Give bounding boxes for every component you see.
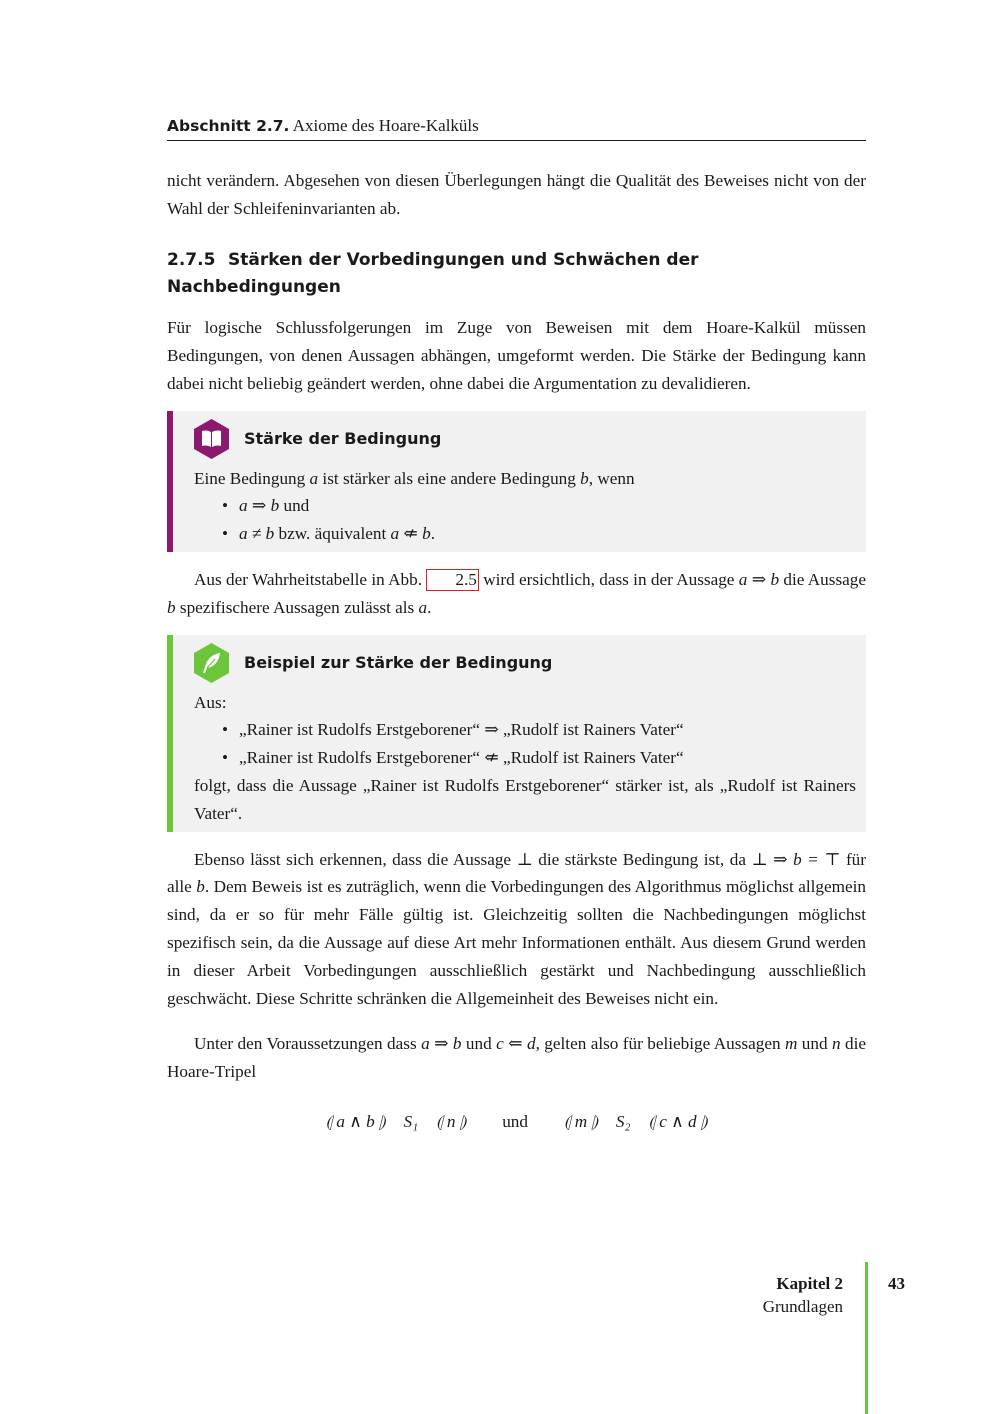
example-conclusion: folgt, dass die Aussage „Rainer ist Rudolfs Erstgeborener“ stärker ist, als „Rudolf ist Rainers Vater“. [194,775,856,823]
figure-reference-link[interactable]: 2.5 [426,569,478,591]
math-formula: a ⇍ b [390,524,431,544]
list-item-text: . [430,524,435,544]
paragraph-strongest-condition [167,846,866,1013]
paragraph-continuation: nicht verändern. Abgesehen von diesen Überlegungen hängt die Qualität des Beweises nicht von der Wahl der Schleifeninvarianten ab. [167,171,866,218]
math-var-b: b [196,877,205,897]
paragraph-intro: Für logische Schlussfolgerungen im Zuge von Beweisen mit dem Hoare-Kalkül müssen Bedingungen, von denen Aussagen abhängen, umgeformt werden. Die Stärke der Bedingung kann dabei nicht beliebig geändert werden, ohne dabei die Argumentation zu devalidieren. [167,318,866,393]
list-item [222,492,856,520]
paragraph-hoare-triples [167,1030,866,1086]
paragraph-text: spezifischere Aussagen zulässt als [175,597,419,617]
section-number: 2.7.5 [167,249,216,270]
math-bottom-symbol: ⊥ [516,849,533,869]
triple-1-statement: S₁ [403,1111,419,1131]
page-number: 43 [888,1274,905,1293]
paragraph-text: für alle [167,849,866,897]
example-box [167,635,866,832]
math-var-b: b [167,597,176,617]
running-head-section-label: Abschnitt 2.7. [167,117,290,135]
paragraph-text: und [461,1034,497,1054]
footer-chapter-title: Grundlagen [762,1297,843,1316]
paragraph-text: . [427,597,432,617]
example-intro: Aus: [194,692,227,712]
footer-chapter: Kapitel 2 [776,1274,843,1293]
list-item: • „Rainer ist Rudolfs Erstgeborener“ ⇒ „Rudolf ist Rainers Vater“ [222,716,856,744]
paragraph-text: die Hoare-Tripel [167,1034,867,1082]
definition-intro [194,465,856,493]
definition-intro-text: , wenn [588,468,635,488]
example-list [194,716,856,772]
footer-divider [865,1262,868,1414]
definition-box-title: Stärke der Bedingung [244,428,442,448]
math-var-n: n [832,1034,841,1054]
example-box-title: Beispiel zur Stärke der Bedingung [244,652,553,672]
math-formula: a ⇒ b [421,1034,462,1054]
math-formula: a ≠ b [239,524,275,544]
definition-box-header [194,419,856,459]
running-head [167,116,866,141]
book-icon [194,419,229,459]
section-title: Stärken der Vorbedingungen und Schwächen der Nachbedingungen [167,249,699,298]
math-formula: ⊥ ⇒ b = ⊤ [751,849,841,869]
list-item: • „Rainer ist Rudolfs Erstgeborener“ ⇍ „Rudolf ist Rainers Vater“ [222,744,856,772]
definition-box [167,411,866,552]
paragraph-truth-table [167,566,866,622]
triple-1-postcondition: ⦇ n ⦈ [436,1111,467,1131]
definition-intro-text: ist stärker als eine andere Bedingung [318,468,581,488]
math-formula: c ⇐ d [496,1034,536,1054]
list-item-text: und [279,496,310,516]
section-heading [167,247,866,303]
list-item [222,520,856,548]
paragraph-text: und [797,1034,833,1054]
triple-2-postcondition: ⦇ c ∧ d ⦈ [648,1111,708,1131]
math-var-b: b [580,468,589,488]
paragraph-text: die Aussage [779,569,866,589]
math-var-a: a [309,468,319,488]
math-var-a: a [418,597,428,617]
triple-1-precondition: ⦇ a ∧ b ⦈ [325,1111,386,1131]
paragraph-text: Ebenso lässt sich erkennen, dass die Aussage [194,849,517,869]
list-item-text: bzw. äquivalent [274,524,391,544]
paragraph-text: Unter den Voraussetzungen dass [194,1034,422,1054]
page-body [167,167,866,1136]
math-var-m: m [784,1034,798,1054]
hoare-triple-formula [167,1108,866,1136]
triple-2-precondition: ⦇ m ⦈ [563,1111,598,1131]
definition-list [194,492,856,548]
formula-connector: und [502,1111,528,1131]
page-footer [700,1272,843,1318]
running-head-section-title: Axiome des Hoare-Kalküls [292,116,479,135]
paragraph-text: wird ersichtlich, dass in der Aussage [478,569,739,589]
triple-2-statement: S₂ [615,1111,631,1131]
example-box-header [194,643,856,683]
paragraph-text: , gelten also für beliebige Aussagen [535,1034,785,1054]
definition-intro-text: Eine Bedingung [194,468,310,488]
paragraph-text: die stärkste Bedingung ist, da [532,849,752,869]
math-formula: a ⇒ b [239,496,280,516]
paragraph-text: . Dem Beweis ist es zuträglich, wenn die Vorbedingungen des Algorithmus möglichst allgemein sind, da er so für mehr Fälle gültig ist. Gleichzeitig sollten die Nachbedingungen möglichst spezifisch sein, da die Aussage auf diese Art mehr Informationen enthält. Aus diesem Grund werden in dieser Arbeit Vorbedingungen ausschließlich gestärkt und Nachbedingung ausschließlich geschwächt. Diese Schritte schränken die Allgemeinheit des Beweises nicht ein. [167,877,866,1008]
feather-icon [194,643,229,683]
paragraph-text: Aus der Wahrheitstabelle in Abb. [194,569,427,589]
math-formula: a ⇒ b [738,569,780,589]
